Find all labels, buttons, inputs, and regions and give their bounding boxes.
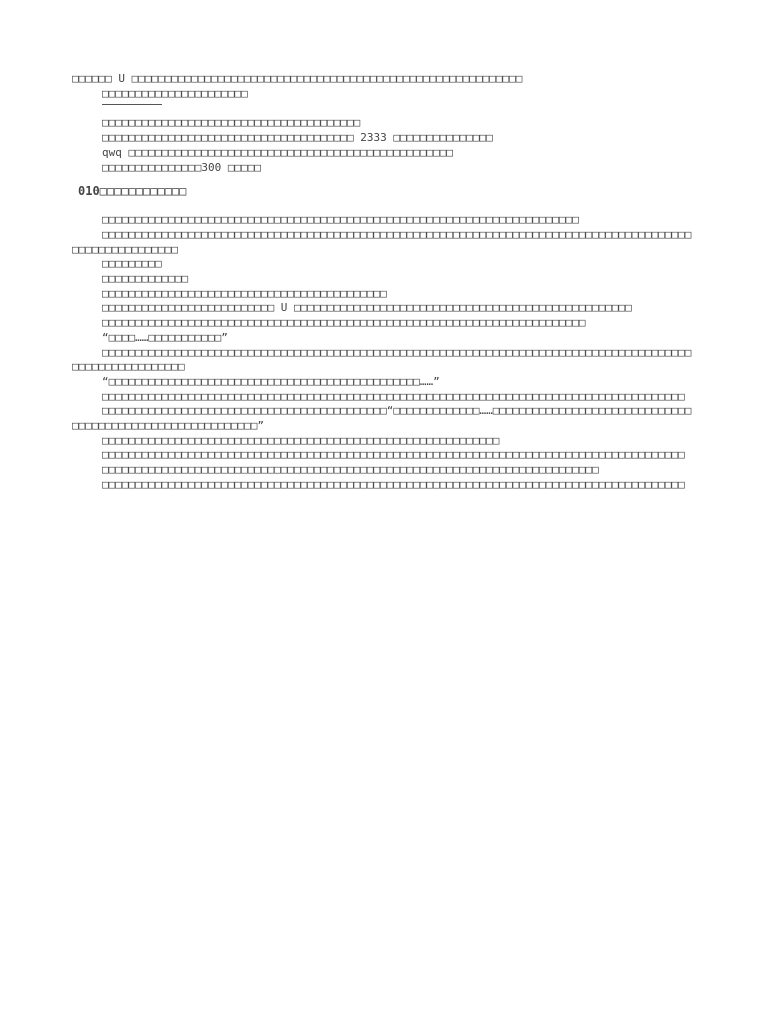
paragraph: □□□□□□□□□□□□□ [102, 272, 189, 286]
paragraph: □□□□□□□□□□□□□□□□□□□□□□□□□□□□□□□□□□□□□□□□□□□□□□□□□□□□□□□□□□□□□□□□□□□□□□□□ [102, 213, 579, 227]
paragraph: □□□□□□□□□□□□□□□□□□□□□□□□□□□□□□□□□□□□□□□□□□□ [102, 286, 387, 300]
intro-second-line: □□□□□□□□□□□□□□□□□□□□□□ [102, 86, 248, 100]
intro-first-line: □□□□□□ U □□□□□□□□□□□□□□□□□□□□□□□□□□□□□□□□□□□□□□□□□□□□□□□□□□□□□□□□□□□ [72, 72, 523, 85]
paragraph: □□□□□□□□□□□□□□□□□□□□□□□□□□□□□□□□□□□□□□□□□□□□□□□□□□□□□□□□□□□□□□□□□□□□□□□□□□□□□□□□□□□□□□□□□□□□□□□□□□□□□□□□□ [72, 227, 692, 256]
chapter-heading: 010□□□□□□□□□□□□ [78, 184, 187, 199]
paragraph: □□□□□□□□□ [102, 257, 162, 271]
paragraph: □□□□□□□□□□□□□□□□□□□□□□□□□□□□□□□□□□□□□□□□□□□□□□□□□□□□□□□□□□□□ [102, 433, 500, 447]
paragraph: □□□□□□□□□□□□□□□□□□□□□□□□□□□□□□□□□□□□□□□□□□□□□□□□□□□□□□□□□□□□□□□□□□□□□□□□□□□□□□□□□□□□□□□□ [102, 448, 685, 462]
paragraph: □□□□□□□□□□□□□□□□□□□□□□□□□□ U □□□□□□□□□□□□□□□□□□□□□□□□□□□□□□□□□□□□□□□□□□□□□□□□□□□ [102, 301, 632, 315]
dialogue-line: “□□□□……□□□□□□□□□□□” [102, 330, 228, 344]
dialogue-line: “□□□□□□□□□□□□□□□□□□□□□□□□□□□□□□□□□□□□□□□□□□□□□□□……” [102, 374, 440, 388]
intro-note-4: □□□□□□□□□□□□□□□300 □□□□□ [102, 160, 261, 174]
paragraph: □□□□□□□□□□□□□□□□□□□□□□□□□□□□□□□□□□□□□□□□□□□“□□□□□□□□□□□□□……□□□□□□□□□□□□□□□□□□□□□□□□□□□□□□□□□□□□□□□□□□□□□□□□□□□□□□□□□□” [72, 404, 692, 433]
paragraph: □□□□□□□□□□□□□□□□□□□□□□□□□□□□□□□□□□□□□□□□□□□□□□□□□□□□□□□□□□□□□□□□□□□□□□□□□□□ [102, 463, 599, 477]
chapter-body [72, 213, 698, 492]
section-divider [102, 104, 162, 105]
intro-note-2: □□□□□□□□□□□□□□□□□□□□□□□□□□□□□□□□□□□□□□ 2333 □□□□□□□□□□□□□□□ [102, 131, 493, 145]
intro-note-3: qwq □□□□□□□□□□□□□□□□□□□□□□□□□□□□□□□□□□□□□□□□□□□□□□□□□ [102, 145, 453, 159]
paragraph: □□□□□□□□□□□□□□□□□□□□□□□□□□□□□□□□□□□□□□□□□□□□□□□□□□□□□□□□□□□□□□□□□□□□□□□□□□□□□□□□□□□□□□□□ [102, 389, 685, 403]
document-page [72, 72, 698, 493]
intro-note-1: □□□□□□□□□□□□□□□□□□□□□□□□□□□□□□□□□□□□□□□ [102, 116, 361, 130]
paragraph: □□□□□□□□□□□□□□□□□□□□□□□□□□□□□□□□□□□□□□□□□□□□□□□□□□□□□□□□□□□□□□□□□□□□□□□□□□□□□□□□□□□□□□□□ [102, 477, 685, 491]
paragraph: □□□□□□□□□□□□□□□□□□□□□□□□□□□□□□□□□□□□□□□□□□□□□□□□□□□□□□□□□□□□□□□□□□□□□□□□□ [102, 316, 586, 330]
paragraph: □□□□□□□□□□□□□□□□□□□□□□□□□□□□□□□□□□□□□□□□□□□□□□□□□□□□□□□□□□□□□□□□□□□□□□□□□□□□□□□□□□□□□□□□□□□□□□□□□□□□□□□□□□ [72, 345, 692, 374]
